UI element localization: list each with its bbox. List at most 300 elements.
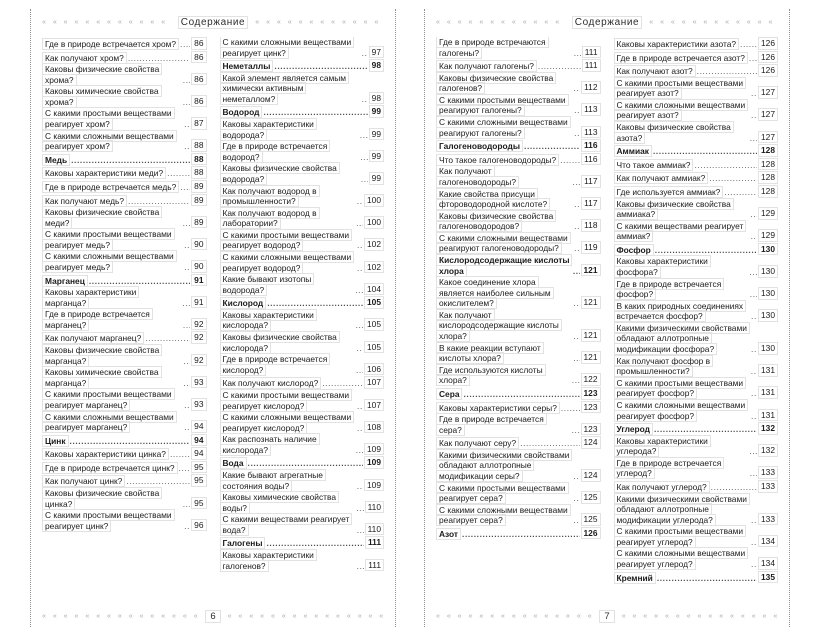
entry-label: Где в природе встречается углерод? xyxy=(614,458,749,479)
toc-entry xyxy=(42,461,207,474)
dot-leader xyxy=(126,476,190,487)
entry-page-number: 105 xyxy=(364,296,384,309)
chevron-ornament xyxy=(42,613,198,620)
toc-entry xyxy=(436,73,601,94)
entry-label: С какими простыми веществами реагирует азот? xyxy=(614,78,751,99)
toc-section-heading xyxy=(220,105,385,118)
entry-page-number: 98 xyxy=(369,92,384,105)
entry-page-number: 94 xyxy=(191,434,206,447)
entry-label: Где в природе встречается сера? xyxy=(436,414,571,435)
dot-leader xyxy=(179,463,191,474)
entry-page-number: 128 xyxy=(758,144,778,157)
entry-label: Какие бывают агрегатные состояния воды? xyxy=(220,470,356,491)
toc-entry xyxy=(220,332,385,353)
dot-leader xyxy=(360,152,367,163)
dot-leader xyxy=(356,320,363,331)
toc-entry xyxy=(614,158,779,171)
toc-entry xyxy=(42,86,207,107)
toc-entry xyxy=(42,510,207,531)
toc-entry xyxy=(614,199,779,220)
entry-label: Где в природе встречается азот? xyxy=(614,53,748,64)
chevron-ornament xyxy=(255,19,384,26)
entry-page-number: 133 xyxy=(758,466,778,479)
toc-entry xyxy=(614,185,779,198)
toc-section-heading xyxy=(220,296,385,309)
dot-leader xyxy=(574,331,580,342)
entry-page-number: 98 xyxy=(369,59,384,72)
entry-label: С какими простыми веществами реагирует фосфор? xyxy=(614,378,751,399)
dot-leader xyxy=(538,61,581,72)
entry-page-number: 86 xyxy=(191,73,206,86)
toc-entry xyxy=(220,252,385,273)
chevron-ornament xyxy=(649,19,778,26)
entry-page-number: 125 xyxy=(581,513,601,526)
toc-entry xyxy=(220,390,385,411)
toc-entry xyxy=(42,251,207,272)
entry-page-number: 89 xyxy=(191,216,206,229)
entry-page-number: 121 xyxy=(581,351,601,364)
entry-page-number: 86 xyxy=(191,95,206,108)
entry-page-number: 126 xyxy=(758,51,778,64)
entry-page-number: 99 xyxy=(369,172,384,185)
toc-entry xyxy=(614,100,779,121)
entry-label: Какие бывают изотопы водорода? xyxy=(220,274,355,295)
entry-page-number: 116 xyxy=(581,153,600,166)
toc-entry xyxy=(614,436,779,457)
dot-leader xyxy=(357,423,363,434)
toc-entry xyxy=(42,108,207,129)
entry-label: Как распознать наличие кислорода? xyxy=(220,434,355,455)
page-number: 7 xyxy=(599,610,614,623)
entry-label: Каковы физические свойства хрома? xyxy=(42,64,182,85)
entry-page-number: 131 xyxy=(758,409,778,422)
entry-page-number: 130 xyxy=(758,287,778,300)
chevron-ornament xyxy=(436,19,565,26)
dot-leader xyxy=(71,155,190,166)
toc-entry xyxy=(220,186,385,207)
entry-label: Каковы химические свойства марганца? xyxy=(42,367,182,388)
entry-label: Какими физическими свойствами обладают аллотропные модификации фосфора? xyxy=(614,323,751,355)
entry-page-number: 92 xyxy=(191,354,206,367)
entry-page-number: 94 xyxy=(191,420,206,433)
entry-page-number: 91 xyxy=(191,274,206,287)
entry-label: С какими простыми веществами реагирует сера? xyxy=(436,483,573,504)
dot-leader xyxy=(183,320,190,331)
entry-label: Каковы характеристики фосфора? xyxy=(614,256,749,277)
entry-label: Как получают углерод? xyxy=(614,482,710,493)
entry-label: С какими сложными веществами реагирует азот? xyxy=(614,100,751,121)
dot-leader xyxy=(574,199,580,210)
entry-label: Каковы характеристики галогенов? xyxy=(220,550,356,571)
page-right-header xyxy=(436,11,778,33)
toc-entry xyxy=(436,153,601,166)
toc-section-heading xyxy=(436,139,601,152)
toc-entry xyxy=(614,494,779,526)
entry-page-number: 118 xyxy=(581,219,600,232)
entry-page-number: 111 xyxy=(582,46,601,59)
entry-label: С какими простыми веществами реагирует углерод? xyxy=(614,526,751,547)
dot-leader xyxy=(462,529,580,540)
entry-page-number: 130 xyxy=(758,309,778,322)
entry-page-number: 92 xyxy=(191,331,206,344)
toc-entry xyxy=(436,414,601,435)
entry-label: Как получают галогеноводороды? xyxy=(436,166,571,187)
entry-label: Как получают фосфор в промышленности? xyxy=(614,356,750,377)
entry-label: Как получают водород в промышленности? xyxy=(220,186,356,207)
dot-leader xyxy=(574,298,580,309)
dot-leader xyxy=(574,83,581,94)
toc-entry xyxy=(220,492,385,513)
toc-entry xyxy=(220,163,385,184)
entry-label: Каковы физические свойства азота? xyxy=(614,122,749,143)
dot-leader xyxy=(360,130,368,141)
entry-label: Каковы физические свойства водорода? xyxy=(220,163,360,184)
entry-label: Как получают марганец? xyxy=(42,333,144,344)
entry-label: Как получают азот? xyxy=(614,66,696,77)
toc-entry xyxy=(220,412,385,433)
entry-label: С какими сложными веществами реагирует фосфор? xyxy=(614,400,751,421)
dot-leader xyxy=(355,285,363,296)
entry-label: Как получают серу? xyxy=(436,438,519,449)
dot-leader xyxy=(694,160,757,171)
dot-leader xyxy=(184,119,190,130)
entry-page-number: 111 xyxy=(365,559,384,572)
page-number: 6 xyxy=(205,610,220,623)
dot-leader xyxy=(749,267,757,278)
toc-section-heading xyxy=(220,456,385,469)
dot-leader xyxy=(711,482,757,493)
entry-label: Что такое аммиак? xyxy=(614,160,694,171)
entry-page-number: 88 xyxy=(191,153,206,166)
entry-label: Где в природе встречается марганец? xyxy=(42,309,182,330)
entry-label: Каковы химические свойства воды? xyxy=(220,492,356,513)
entry-page-number: 102 xyxy=(364,238,384,251)
entry-page-number: 109 xyxy=(364,456,384,469)
dot-leader xyxy=(89,276,190,287)
entry-page-number: 116 xyxy=(581,139,601,152)
toc-entry xyxy=(614,356,779,377)
toc-section-heading xyxy=(436,387,601,400)
entry-page-number: 132 xyxy=(758,422,778,435)
toc-entry xyxy=(220,310,385,331)
entry-page-number: 121 xyxy=(581,329,601,342)
entry-page-number: 126 xyxy=(758,64,778,77)
dot-leader xyxy=(361,174,368,185)
entry-label: Каковы физические свойства галогенов? xyxy=(436,73,573,94)
dot-leader xyxy=(751,344,757,355)
toc-entry xyxy=(614,122,779,143)
entry-label: Каковы химические свойства хрома? xyxy=(42,86,182,107)
page-title: Содержание xyxy=(572,16,642,29)
dot-leader xyxy=(266,538,363,549)
dot-leader xyxy=(709,173,757,184)
dot-leader xyxy=(357,196,363,207)
entry-label: С какими сложными веществами реагируют галогены? xyxy=(436,117,573,138)
toc-entry xyxy=(220,37,385,58)
entry-label: Каковы характеристики цинка? xyxy=(42,449,169,460)
dot-leader xyxy=(180,39,190,50)
entry-page-number: 119 xyxy=(581,241,600,254)
entry-page-number: 86 xyxy=(191,37,206,50)
toc-entry xyxy=(42,389,207,410)
toc-entry xyxy=(42,166,207,179)
dot-leader xyxy=(70,436,191,447)
toc-section-heading xyxy=(42,274,207,287)
entry-label: Каковы характеристики водорода? xyxy=(220,119,359,140)
entry-label: Как получают хром? xyxy=(42,53,127,64)
entry-label: Каковы физические свойства галогеноводородов? xyxy=(436,211,573,232)
dot-leader xyxy=(572,375,580,386)
entry-label: С какими сложными веществами реагирует кислород? xyxy=(220,412,357,433)
entry-page-number: 130 xyxy=(758,243,778,256)
toc-entry xyxy=(42,345,207,366)
entry-page-number: 133 xyxy=(758,513,778,526)
entry-page-number: 93 xyxy=(191,398,206,411)
entry-page-number: 92 xyxy=(191,318,206,331)
toc-entry xyxy=(42,207,207,228)
entry-page-number: 86 xyxy=(191,51,206,64)
dot-leader xyxy=(520,438,579,449)
entry-label: Каковы характеристики углерода? xyxy=(614,436,749,457)
entry-page-number: 88 xyxy=(191,139,206,152)
dot-leader xyxy=(751,411,757,422)
dot-leader xyxy=(357,401,363,412)
entry-label: В каких природных соединениях встречается фосфор? xyxy=(614,301,751,322)
toc-entry xyxy=(220,434,385,455)
dot-leader xyxy=(184,521,190,532)
entry-label: С какими сложными веществами реагирует медь? xyxy=(42,251,183,272)
page-left-header xyxy=(42,11,384,33)
toc-column-4 xyxy=(614,37,779,605)
dot-leader xyxy=(274,61,367,72)
entry-label: Где в природе встречается цинк? xyxy=(42,463,178,474)
dot-leader xyxy=(184,400,190,411)
entry-label: Какой элемент является самым химически активным неметаллом? xyxy=(220,73,361,105)
dot-leader xyxy=(357,561,365,572)
entry-label: Неметаллы xyxy=(220,61,274,72)
dot-leader xyxy=(248,458,363,469)
entry-label: Как получают аммиак? xyxy=(614,173,709,184)
entry-page-number: 109 xyxy=(364,443,384,456)
dot-leader xyxy=(267,298,363,309)
toc-entry xyxy=(614,378,779,399)
toc-entry xyxy=(42,474,207,487)
entry-label: Водород xyxy=(220,107,263,118)
toc-entry xyxy=(42,447,207,460)
dot-leader xyxy=(751,388,757,399)
entry-label: С какими простыми веществами реагирует водород? xyxy=(220,230,357,251)
entry-page-number: 123 xyxy=(581,423,601,436)
toc-section-heading xyxy=(614,243,779,256)
entry-page-number: 95 xyxy=(191,461,206,474)
entry-label: Каковы физические свойства кислорода? xyxy=(220,332,356,353)
page-left xyxy=(30,9,396,627)
toc-entry xyxy=(436,436,601,449)
toc-entry xyxy=(220,73,385,105)
entry-page-number: 100 xyxy=(364,216,384,229)
dot-leader xyxy=(180,182,190,193)
entry-page-number: 113 xyxy=(581,103,600,116)
entry-page-number: 95 xyxy=(191,497,206,510)
dot-leader xyxy=(463,389,579,400)
entry-page-number: 99 xyxy=(369,105,384,118)
dot-leader xyxy=(561,403,580,414)
entry-label: С какими простыми веществами реагирует цинк? xyxy=(42,510,183,531)
dot-leader xyxy=(750,209,757,220)
entry-label: Как получают кислород? xyxy=(220,378,322,389)
toc-entry xyxy=(436,233,601,254)
entry-label: С какими простыми веществами реагирует марганец? xyxy=(42,389,183,410)
entry-page-number: 110 xyxy=(365,501,384,514)
entry-page-number: 130 xyxy=(758,342,778,355)
dot-leader xyxy=(751,311,757,322)
entry-page-number: 87 xyxy=(191,117,206,130)
toc-entry xyxy=(436,505,601,526)
entry-label: С какими сложными веществами реагирует водород? xyxy=(220,252,357,273)
dot-leader xyxy=(653,146,757,157)
entry-page-number: 130 xyxy=(758,265,778,278)
dot-leader xyxy=(654,424,757,435)
toc-entry xyxy=(42,131,207,152)
dot-leader xyxy=(170,449,190,460)
entry-page-number: 131 xyxy=(758,386,778,399)
entry-label: Какими физическими свойствами обладают аллотропные модификации углерода? xyxy=(614,494,751,526)
entry-label: Каковы физические свойства аммиака? xyxy=(614,199,750,220)
toc-entry xyxy=(614,301,779,322)
dot-leader xyxy=(574,471,580,482)
entry-page-number: 125 xyxy=(581,491,601,504)
dot-leader xyxy=(750,289,757,300)
dot-leader xyxy=(183,356,190,367)
dot-leader xyxy=(357,481,363,492)
entry-page-number: 128 xyxy=(758,171,778,184)
entry-label: Кремний xyxy=(614,573,656,584)
dot-leader xyxy=(184,422,190,433)
entry-page-number: 128 xyxy=(758,185,778,198)
toc-entry xyxy=(436,310,601,342)
dot-leader xyxy=(356,218,363,229)
entry-page-number: 107 xyxy=(364,399,384,412)
entry-label: Каковы физические свойства меди? xyxy=(42,207,182,228)
chevron-ornament xyxy=(228,613,384,620)
toc-column-1 xyxy=(42,37,207,605)
toc-entry xyxy=(436,365,601,386)
entry-page-number: 127 xyxy=(758,108,778,121)
toc-entry xyxy=(436,117,601,138)
dot-leader xyxy=(357,240,363,251)
entry-label: Аммиак xyxy=(614,146,652,157)
dot-leader xyxy=(560,155,580,166)
entry-page-number: 110 xyxy=(365,523,384,536)
entry-page-number: 99 xyxy=(369,150,384,163)
dot-leader xyxy=(322,378,363,389)
toc-section-heading xyxy=(220,536,385,549)
dot-leader xyxy=(356,445,363,456)
toc-entry xyxy=(436,277,601,309)
dot-leader xyxy=(749,446,757,457)
entry-label: Азот xyxy=(436,529,461,540)
toc-column-3 xyxy=(436,37,601,605)
entry-page-number: 104 xyxy=(364,283,384,296)
dot-leader xyxy=(724,187,757,198)
entry-label: Что такое галогеноводороды? xyxy=(436,155,559,166)
dot-leader xyxy=(356,365,363,376)
toc-section-heading xyxy=(42,153,207,166)
toc-entry xyxy=(614,526,779,547)
entry-page-number: 121 xyxy=(581,296,601,309)
entry-page-number: 102 xyxy=(364,261,384,274)
entry-label: Кислород xyxy=(220,298,267,309)
entry-label: С какими сложными веществами реагирует марганец? xyxy=(42,412,183,433)
toc-entry xyxy=(614,400,779,421)
entry-label: Галогеноводороды xyxy=(436,141,523,152)
entry-page-number: 107 xyxy=(364,376,384,389)
entry-label: С какими веществами реагирует аммиак? xyxy=(614,221,750,242)
entry-label: С какими простыми веществами реагирует кислород? xyxy=(220,390,357,411)
entry-label: Где в природе встречается медь? xyxy=(42,182,179,193)
entry-page-number: 127 xyxy=(758,86,778,99)
toc-entry xyxy=(42,180,207,193)
entry-page-number: 124 xyxy=(581,469,601,482)
toc-entry xyxy=(220,119,385,140)
toc-entry xyxy=(614,480,779,493)
toc-entry xyxy=(42,412,207,433)
dot-leader xyxy=(657,573,757,584)
dot-leader xyxy=(751,231,757,242)
toc-column-2 xyxy=(220,37,385,605)
entry-page-number: 128 xyxy=(758,158,778,171)
toc-entry xyxy=(614,51,779,64)
toc-entry xyxy=(436,483,601,504)
page-right-footer xyxy=(436,605,778,627)
dot-leader xyxy=(524,141,580,152)
entry-page-number: 135 xyxy=(758,571,778,584)
entry-label: Где используются кислоты хлора? xyxy=(436,365,571,386)
toc-entry xyxy=(614,256,779,277)
dot-leader xyxy=(655,245,757,256)
entry-page-number: 132 xyxy=(758,444,778,457)
entry-label: Медь xyxy=(42,155,70,166)
toc-entry xyxy=(436,37,601,58)
entry-page-number: 126 xyxy=(758,37,778,50)
entry-page-number: 89 xyxy=(191,194,206,207)
entry-page-number: 105 xyxy=(364,341,384,354)
toc-entry xyxy=(614,221,779,242)
toc-entry xyxy=(614,323,779,355)
entry-label: С какими простыми веществами реагируют галогены? xyxy=(436,95,573,116)
toc-entry xyxy=(42,194,207,207)
toc-entry xyxy=(220,230,385,251)
toc-columns-right xyxy=(436,33,778,605)
dot-leader xyxy=(574,515,580,526)
toc-entry xyxy=(436,59,601,72)
dot-leader xyxy=(128,196,190,207)
entry-label: Вода xyxy=(220,458,247,469)
entry-page-number: 112 xyxy=(581,81,600,94)
dot-leader xyxy=(362,48,368,59)
toc-entry xyxy=(220,208,385,229)
toc-entry xyxy=(220,274,385,295)
toc-entry xyxy=(220,354,385,375)
dot-leader xyxy=(749,53,757,64)
toc-entry xyxy=(220,470,385,491)
entry-page-number: 95 xyxy=(191,474,206,487)
dot-leader xyxy=(184,141,190,152)
toc-entry xyxy=(436,343,601,364)
toc-entry xyxy=(614,78,779,99)
entry-label: Как получают кислородсодержащие кислоты хлора? xyxy=(436,310,573,342)
entry-label: Кислородсодержащие кислоты хлора xyxy=(436,255,572,276)
